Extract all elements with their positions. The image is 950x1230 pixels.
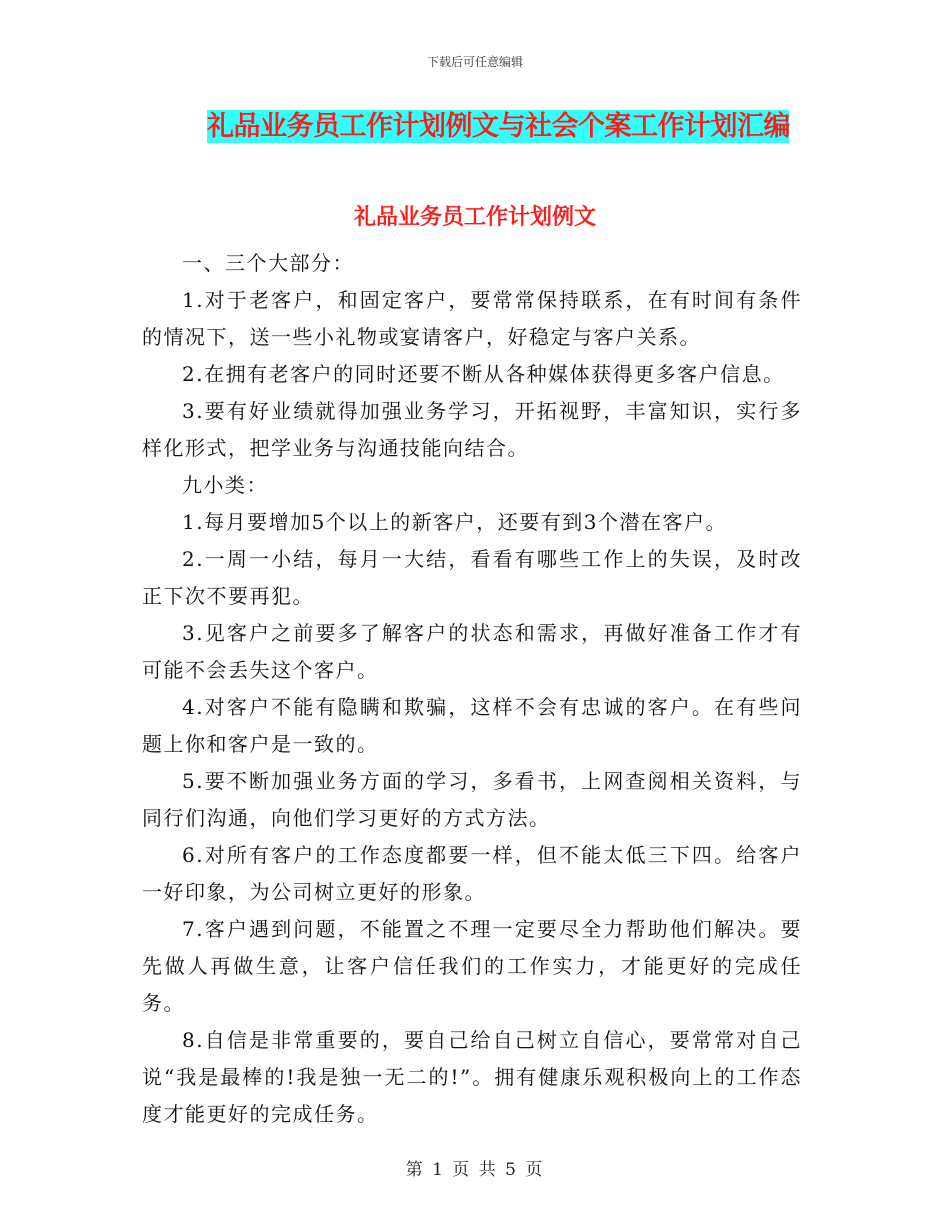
page-number: 第 1 页 共 5 页 (405, 1160, 545, 1180)
document-body (142, 245, 802, 1133)
paragraph-item: 3.要有好业绩就得加强业务学习，开拓视野，丰富知识，实行多样化形式，把学业务与沟通技能向结合。 (142, 399, 802, 460)
paragraph-item: 3.见客户之前要多了解客户的状态和需求，再做好准备工作才有可能不会丢失这个客户。 (142, 621, 802, 682)
main-title-highlight (207, 110, 789, 143)
page-header-note: 下载后可任意编辑 (426, 55, 523, 69)
paragraph-item: 6.对所有客户的工作态度都要一样，但不能太低三下四。给客户一好印象，为公司树立更好的形象。 (142, 843, 802, 904)
paragraph-item: 5.要不断加强业务方面的学习，多看书，上网查阅相关资料，与同行们沟通，向他们学习更好的方式方法。 (142, 769, 802, 830)
paragraph-item: 1.每月要增加5个以上的新客户，还要有到3个潜在客户。 (182, 510, 728, 534)
paragraph-item: 8.自信是非常重要的，要自己给自己树立自信心，要常常对自己说“我是最棒的!我是独一无二的!”。拥有健康乐观积极向上的工作态度才能更好的完成任务。 (142, 1028, 802, 1126)
paragraph-item: 4.对客户不能有隐瞒和欺骗，这样不会有忠诚的客户。在有些问题上你和客户是一致的。 (142, 695, 802, 756)
paragraph-heading-three-parts: 一、三个大部分： (182, 251, 354, 275)
paragraph-item: 2.在拥有老客户的同时还要不断从各种媒体获得更多客户信息。 (182, 362, 785, 386)
paragraph-item: 1.对于老客户，和固定客户，要常常保持联系，在有时间有条件的情况下，送一些小礼物或宴请客户，好稳定与客户关系。 (142, 288, 802, 349)
paragraph-item: 2.一周一小结，每月一大结，看看有哪些工作上的失误，及时改正下次不要再犯。 (142, 547, 802, 608)
paragraph-heading-nine-categories: 九小类： (182, 473, 268, 497)
paragraph-item: 7.客户遇到问题，不能置之不理一定要尽全力帮助他们解决。要先做人再做生意，让客户信任我们的工作实力，才能更好的完成任务。 (142, 917, 802, 1015)
section-title: 礼品业务员工作计划例文 (353, 204, 596, 230)
main-title: 礼品业务员工作计划例文与社会个案工作计划汇编 (207, 111, 790, 142)
